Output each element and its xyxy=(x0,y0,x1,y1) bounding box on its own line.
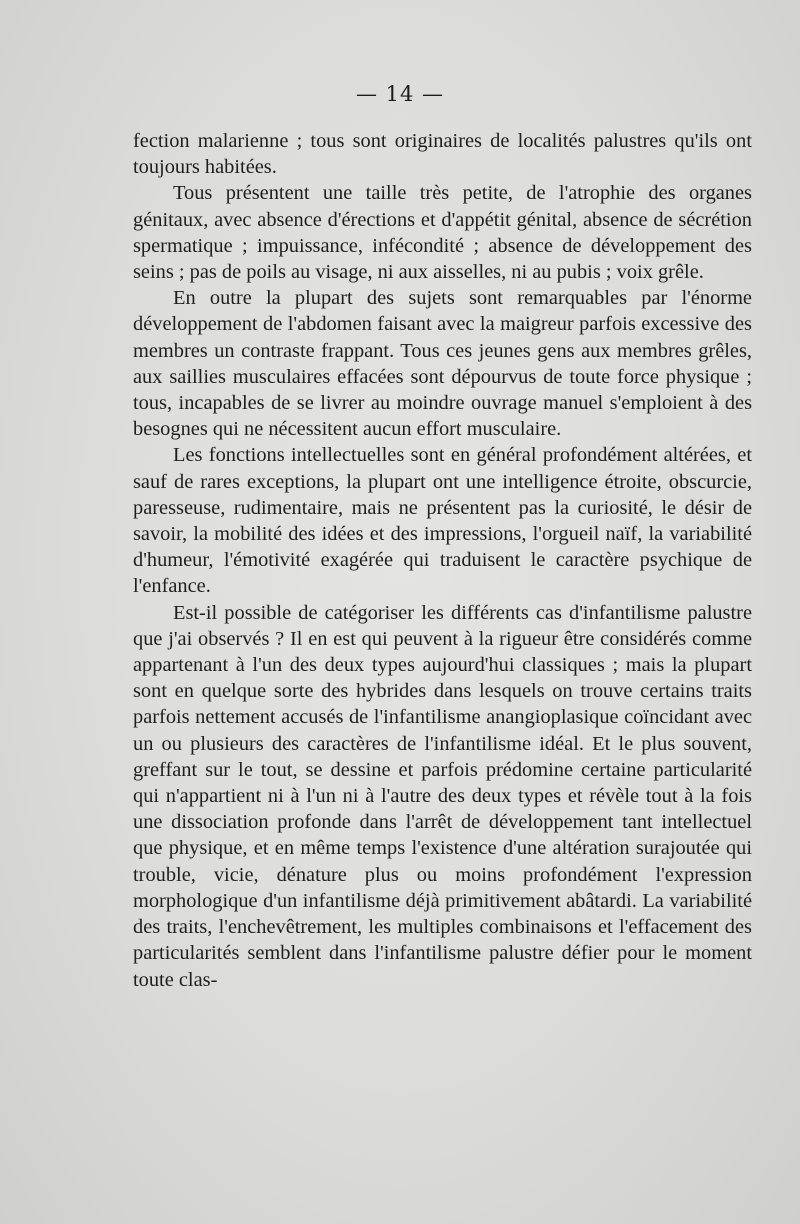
paragraph-5: Est-il possible de catégoriser les différents cas d'infantilisme palustre que j'ai observés ? Il en est qui peuvent à la rigueur être considérés comme appartenant à l'un des deux types aujourd'hui classiques ; mais la plupart sont en quelque sorte des hybrides dans lesquels on trouve certains traits parfois nettement accusés de l'infantilisme anangioplasique coïncidant avec un ou plusieurs des caractères de l'infantilisme idéal. Et le plus souvent, greffant sur le tout, se dessine et parfois prédomine certaine particularité qui n'appartient ni à l'un ni à l'autre des deux types et révèle tout à la fois une dissociation profonde dans l'arrêt de développement tant intellectuel que physique, et en même temps l'existence d'une altération surajoutée qui trouble, vicie, dénature plus ou moins profondément l'expression morphologique d'un infantilisme déjà primitivement abâtardi. La variabilité des traits, l'enchevêtrement, les multiples combinaisons et l'effacement des particularités semblent dans l'infantilisme palustre défier pour le moment toute clas- xyxy=(133,601,752,991)
paragraph-2: Tous présentent une taille très petite, de l'atrophie des organes génitaux, avec absence d'érections et d'appétit génital, absence de sécrétion spermatique ; impuissance, infécondité ; absence de développement des seins ; pas de poils au visage, ni aux aisselles, ni au pubis ; voix grêle. xyxy=(133,182,752,284)
paragraph-3: En outre la plupart des sujets sont remarquables par l'énorme développement de l'abdomen faisant avec la maigreur parfois excessive des membres un contraste frappant. Tous ces jeunes gens aux membres grêles, aux saillies musculaires effacées sont dépourvus de toute force physique ; tous, incapables de se livrer au moindre ouvrage manuel s'emploient à des besognes qui ne nécessitent aucun effort musculaire. xyxy=(133,287,752,441)
paragraph-4: Les fonctions intellectuelles sont en général profondément altérées, et sauf de rares exceptions, la plupart ont une intelligence étroite, obscurcie, paresseuse, rudimentaire, mais ne présentent pas la curiosité, le désir de savoir, la mobilité des idées et des impressions, l'orgueil naïf, la variabilité d'humeur, l'émotivité exagérée qui traduisent le caractère psychique de l'enfance. xyxy=(133,444,752,598)
page-number: — 14 — xyxy=(355,82,445,106)
body-text xyxy=(133,128,752,993)
paragraph-1: fection malarienne ; tous sont originaires de localités palustres qu'ils ont toujours habitées. xyxy=(133,130,752,179)
